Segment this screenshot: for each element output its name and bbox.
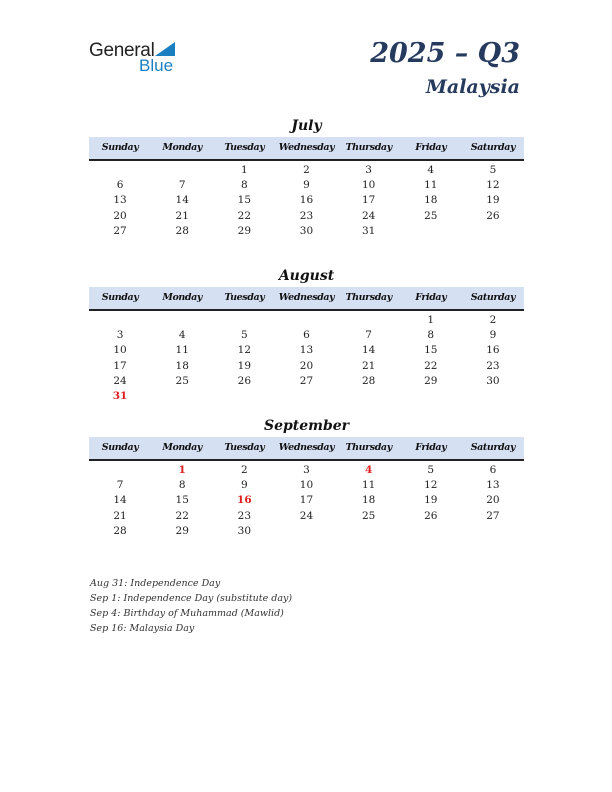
day-cell: 26 (424, 509, 438, 522)
day-cell: 4 (178, 329, 186, 342)
week-row (89, 178, 524, 193)
day-cell: 2 (489, 314, 497, 326)
holiday-note: Sep 4: Birthday of Muhammad (Mawlid) (90, 608, 284, 619)
day-cell: 31 (361, 224, 376, 237)
weekday-label: Wednesday (278, 292, 335, 303)
week-row (89, 478, 524, 493)
day-cell (275, 524, 337, 539)
holiday-day-cell: 31 (112, 389, 128, 402)
day-cell: 28 (113, 524, 127, 537)
month-calendar-august (89, 266, 524, 404)
day-cell: 24 (299, 509, 314, 522)
week-row (89, 524, 524, 539)
day-cell: 11 (175, 344, 189, 357)
day-cell: 4 (427, 164, 435, 176)
weekday-label: Sunday (101, 442, 139, 453)
week-row (89, 463, 524, 478)
day-cell: 3 (116, 329, 124, 342)
weekday-label: Saturday (470, 442, 516, 453)
day-cell (89, 163, 151, 178)
day-cell: 9 (489, 329, 497, 342)
weekday-label: Friday (415, 142, 447, 153)
day-cell: 25 (175, 374, 189, 387)
day-cell: 25 (361, 509, 376, 522)
day-cell: 5 (489, 164, 497, 176)
day-cell: 7 (116, 479, 124, 492)
day-cell: 6 (116, 179, 124, 192)
day-cell: 28 (175, 224, 189, 237)
day-cell: 30 (237, 524, 252, 537)
day-cell: 20 (299, 359, 314, 372)
week-row (89, 193, 524, 208)
holiday-day-cell: 16 (237, 494, 252, 507)
weekday-header-row (89, 287, 524, 311)
day-cell (462, 389, 524, 404)
day-cell: 21 (113, 509, 127, 522)
day-cell: 7 (365, 329, 372, 342)
holiday-note: Sep 1: Independence Day (substitute day) (90, 593, 293, 604)
day-cell: 10 (113, 344, 127, 357)
weekday-label: Monday (162, 142, 203, 153)
day-cell: 29 (424, 374, 438, 387)
weekday-header-row (89, 137, 524, 161)
day-cell: 13 (299, 344, 314, 357)
day-cell: 9 (303, 179, 310, 192)
day-cell: 12 (424, 479, 438, 492)
day-cell: 30 (486, 374, 500, 387)
day-cell (151, 389, 213, 404)
week-row (89, 209, 524, 224)
weekday-header-row (89, 437, 524, 461)
day-cell: 23 (237, 509, 252, 522)
day-cell: 2 (303, 164, 310, 176)
weekday-label: Wednesday (278, 442, 335, 453)
weeks-grid (89, 311, 524, 404)
holiday-note: Sep 16: Malaysia Day (90, 623, 195, 634)
day-cell: 3 (365, 164, 372, 176)
month-name: September (263, 418, 350, 434)
day-cell (400, 389, 462, 404)
day-cell: 23 (299, 209, 314, 222)
day-cell: 13 (486, 479, 500, 492)
week-row (89, 163, 524, 178)
day-cell: 17 (113, 359, 127, 372)
day-cell: 25 (424, 209, 438, 222)
week-row (89, 389, 524, 404)
day-cell: 5 (241, 329, 248, 342)
holiday-day-cell: 1 (178, 464, 186, 476)
day-cell: 24 (361, 209, 376, 222)
weekday-label: Thursday (345, 292, 392, 303)
month-calendar-september (89, 416, 524, 539)
day-cell: 13 (113, 194, 127, 207)
weekday-label: Thursday (345, 142, 392, 153)
day-cell: 15 (237, 194, 252, 207)
day-cell: 7 (178, 179, 186, 192)
day-cell: 11 (424, 179, 438, 192)
day-cell: 2 (241, 464, 248, 476)
day-cell: 1 (241, 164, 248, 176)
day-cell: 19 (424, 494, 438, 507)
day-cell: 8 (427, 329, 435, 342)
day-cell (89, 463, 151, 478)
day-cell: 19 (486, 194, 500, 207)
weekday-label: Saturday (470, 292, 516, 303)
weekday-label: Tuesday (224, 142, 265, 153)
day-cell: 21 (361, 359, 376, 372)
day-cell: 8 (241, 179, 248, 192)
holiday-note: Aug 31: Independence Day (90, 578, 221, 589)
brand-logo (89, 40, 189, 76)
logo-triangle-icon (155, 42, 175, 56)
holiday-day-cell: 4 (364, 464, 373, 476)
day-cell: 19 (237, 359, 252, 372)
day-cell: 18 (424, 194, 438, 207)
month-name: August (278, 268, 335, 284)
day-cell: 22 (424, 359, 438, 372)
day-cell: 14 (113, 494, 127, 507)
day-cell (213, 389, 275, 404)
weeks-grid (89, 461, 524, 539)
week-row (89, 374, 524, 389)
page-subtitle: Malaysia (425, 76, 520, 98)
day-cell (400, 524, 462, 539)
day-cell (213, 313, 275, 328)
day-cell: 29 (175, 524, 189, 537)
day-cell: 9 (241, 479, 248, 492)
weekday-label: Tuesday (224, 442, 265, 453)
weekday-label: Monday (162, 442, 203, 453)
day-cell: 16 (486, 344, 500, 357)
day-cell: 5 (427, 464, 435, 476)
day-cell: 10 (361, 179, 376, 192)
weekday-label: Sunday (101, 142, 139, 153)
day-cell: 18 (361, 494, 376, 507)
page-title: 2025 – Q3 (370, 38, 520, 69)
weekday-label: Tuesday (224, 292, 265, 303)
week-row (89, 313, 524, 328)
day-cell: 10 (299, 479, 314, 492)
day-cell: 17 (361, 194, 376, 207)
day-cell: 23 (486, 359, 500, 372)
weeks-grid (89, 161, 524, 239)
day-cell: 14 (175, 194, 189, 207)
day-cell (338, 313, 400, 328)
day-cell: 6 (303, 329, 310, 342)
week-row (89, 359, 524, 374)
week-row (89, 509, 524, 524)
day-cell: 11 (361, 479, 376, 492)
month-calendar-july (89, 116, 524, 239)
day-cell: 22 (237, 209, 252, 222)
day-cell (338, 389, 400, 404)
day-cell: 17 (299, 494, 314, 507)
day-cell: 22 (175, 509, 189, 522)
day-cell: 18 (175, 359, 189, 372)
week-row (89, 343, 524, 358)
day-cell (462, 524, 524, 539)
weekday-label: Wednesday (278, 142, 335, 153)
day-cell: 3 (303, 464, 310, 476)
day-cell: 8 (178, 479, 186, 492)
day-cell: 1 (427, 314, 435, 326)
month-name: July (291, 118, 322, 134)
day-cell: 21 (175, 209, 189, 222)
day-cell: 30 (299, 224, 314, 237)
day-cell: 27 (113, 224, 127, 237)
day-cell (151, 163, 213, 178)
day-cell (275, 313, 337, 328)
day-cell: 14 (361, 344, 376, 357)
day-cell: 12 (237, 344, 252, 357)
day-cell (89, 313, 151, 328)
logo-general-text: General (89, 40, 155, 61)
weekday-label: Saturday (470, 142, 516, 153)
day-cell: 16 (299, 194, 314, 207)
weekday-label: Friday (415, 442, 447, 453)
weekday-label: Sunday (101, 292, 139, 303)
week-row (89, 493, 524, 508)
week-row (89, 328, 524, 343)
day-cell (275, 389, 337, 404)
day-cell: 27 (299, 374, 314, 387)
day-cell: 6 (489, 464, 497, 476)
day-cell (462, 224, 524, 239)
weekday-label: Friday (415, 292, 447, 303)
day-cell: 15 (175, 494, 189, 507)
day-cell: 20 (113, 209, 127, 222)
day-cell: 24 (113, 374, 127, 387)
day-cell: 27 (486, 509, 500, 522)
day-cell: 26 (237, 374, 252, 387)
weekday-label: Monday (162, 292, 203, 303)
week-row (89, 224, 524, 239)
logo-blue-text: Blue (139, 56, 174, 75)
weekday-label: Thursday (345, 442, 392, 453)
day-cell: 12 (486, 179, 500, 192)
day-cell: 28 (361, 374, 376, 387)
day-cell (151, 313, 213, 328)
day-cell (400, 224, 462, 239)
day-cell: 26 (486, 209, 500, 222)
day-cell: 20 (486, 494, 500, 507)
day-cell: 29 (237, 224, 252, 237)
day-cell: 15 (424, 344, 438, 357)
day-cell (338, 524, 400, 539)
holiday-notes (90, 576, 292, 636)
